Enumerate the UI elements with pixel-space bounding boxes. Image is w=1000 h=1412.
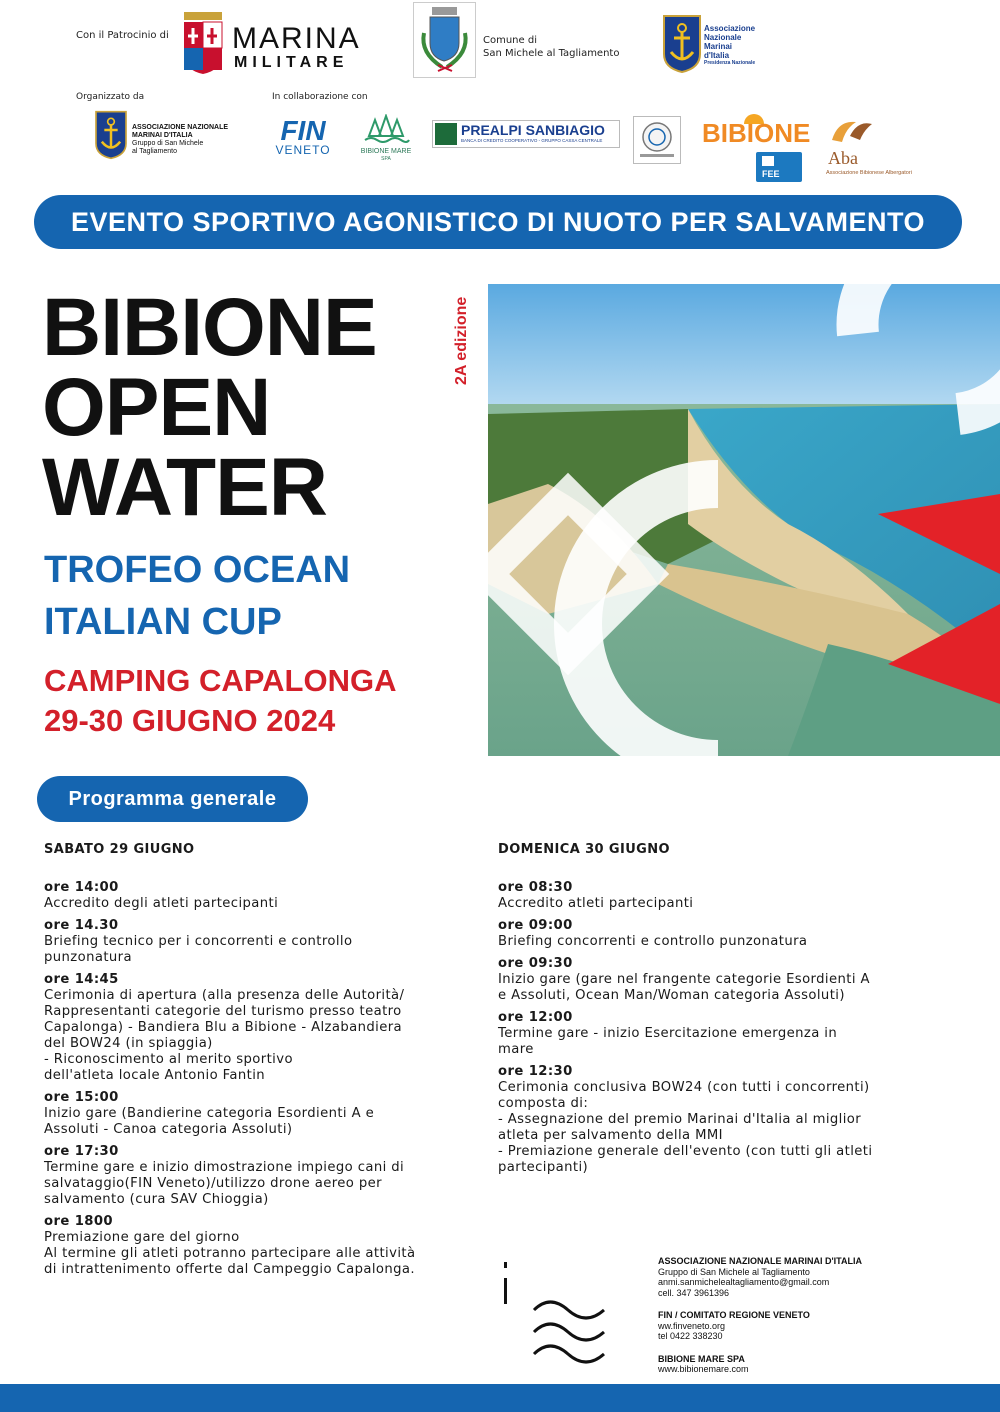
comune-line2: San Michele al Tagliamento: [483, 48, 620, 59]
schedule-item: [44, 1214, 484, 1278]
anmi-org-text: [132, 124, 228, 156]
item-desc: Briefing tecnico per i concorrenti e controllo punzonatura: [44, 934, 353, 965]
sunday-column: [498, 842, 938, 1182]
anmi-organizer-logo: [94, 110, 234, 162]
item-time: ore 09:00: [498, 918, 573, 933]
item-time: ore 09:30: [498, 956, 573, 971]
anmi-top-line2: Nazionale: [704, 33, 742, 42]
contacts: [658, 1256, 988, 1387]
contact-anmi-email[interactable]: anmi.sanmichelealtagliamento@gmail.com: [658, 1277, 830, 1287]
prealpi-line2: BANCA DI CREDITO COOPERATIVO - GRUPPO CASSA CENTRALE: [461, 138, 603, 143]
prealpi-line1: PREALPI SANBIAGIO: [461, 122, 605, 138]
item-time: ore 14:45: [44, 972, 119, 987]
aba-leaf-icon: [828, 116, 874, 146]
bibione-mare-line2: SPA: [381, 156, 391, 162]
schedule-item: [498, 1010, 938, 1058]
programma-pill: Programma generale: [37, 776, 308, 822]
camping-line2: 29-30 GIUGNO 2024: [44, 703, 336, 738]
anmi-top-line1: Associazione: [704, 24, 756, 33]
bibione-logo: [702, 112, 811, 184]
contact-anmi-name: ASSOCIAZIONE NAZIONALE MARINAI D'ITALIA: [658, 1256, 862, 1266]
collaborazione-label: In collaborazione con: [272, 92, 368, 102]
comune-line1: Comune di: [483, 35, 537, 46]
contact-bibione-name: BIBIONE MARE SPA: [658, 1353, 745, 1364]
schedule-item: [44, 1090, 484, 1138]
item-time: ore 14:00: [44, 880, 119, 895]
edition-label: [436, 285, 476, 395]
contact-fin-web[interactable]: ww.finveneto.org: [658, 1320, 726, 1331]
event-banner: EVENTO SPORTIVO AGONISTICO DI NUOTO PER SALVAMENTO: [34, 195, 962, 249]
item-desc: Inizio gare (Bandierine categoria Esordienti A e Assoluti - Canoa categoria Assoluti): [44, 1106, 375, 1137]
schedule-item: [498, 956, 938, 1004]
anmi-org-line1: ASSOCIAZIONE NAZIONALE: [132, 124, 229, 131]
schedule-item: [498, 1064, 938, 1176]
anchor-crest-icon: [662, 14, 702, 74]
trees-icon: [361, 114, 411, 144]
anmi-presidenza-logo: [662, 14, 762, 76]
fee-text: FEE: [762, 169, 780, 179]
anmi-org-line2: MARINAI D'ITALIA: [132, 132, 193, 139]
prealpi-logo: [432, 120, 620, 148]
aerial-photo: [488, 284, 1000, 756]
marina-line1: MARINA: [232, 22, 361, 55]
trofeo-line2: ITALIAN CUP: [44, 601, 282, 643]
item-desc: Accredito atleti partecipanti: [498, 896, 694, 911]
item-desc: Inizio gare (gare nel frangente categorie Esordienti A e Assoluti, Ocean Man/Woman categoria Assoluti): [498, 972, 870, 1003]
item-desc: Termine gare e inizio dimostrazione impiego cani di salvataggio(FIN Veneto)/utilizzo drone aereo per salvamento (cura SAV Chioggia): [44, 1160, 405, 1207]
anmi-top-text: [704, 24, 755, 67]
item-time: ore 17:30: [44, 1144, 119, 1159]
title-line2: OPEN: [42, 362, 271, 453]
aerial-beach-image: [488, 284, 1000, 756]
comune-text: [483, 34, 619, 60]
item-desc: Cerimonia conclusiva BOW24 (con tutti i concorrenti) composta di: - Assegnazione del premio Marinai d'Italia al miglior atleta per salvamento della MMI - Premiazione generale dell'evento (con tutti gli atleti partecipanti): [498, 1080, 873, 1175]
anchor-crest-icon: [94, 110, 128, 160]
schedule-item: [498, 918, 938, 950]
bibione-mare-line1: BIBIONE MARE: [360, 148, 412, 155]
schedule-item: [44, 972, 484, 1084]
item-time: ore 12:30: [498, 1064, 573, 1079]
item-desc: Briefing concorrenti e controllo punzonatura: [498, 934, 808, 949]
schedule-item: [498, 880, 938, 912]
contact-bibione-web[interactable]: www.bibionemare.com: [658, 1364, 749, 1374]
info-wave-logo: [498, 1256, 624, 1368]
item-time: ore 14.30: [44, 918, 119, 933]
organizzato-label: Organizzato da: [76, 92, 145, 102]
marina-militare-logo: [180, 10, 360, 78]
marina-line2: MILITARE: [234, 54, 349, 71]
fin-line2: VENETO: [275, 143, 331, 157]
patrocinio-label: Con il Patrocinio di: [76, 30, 169, 41]
edition-text: 2A edizione: [453, 296, 470, 385]
item-time: ore 12:00: [498, 1010, 573, 1025]
seal-icon: [634, 117, 680, 163]
item-desc: Premiazione gare del giorno Al termine gli atleti potranno partecipare alle attività di intrattenimento offerte dal Campeggio Capalonga.: [44, 1230, 416, 1277]
seal-logo: [633, 116, 681, 164]
schedule-item: [44, 1144, 484, 1208]
bottom-bar: [0, 1384, 1000, 1412]
contact-anmi-line2: Gruppo di San Michele al Tagliamento: [658, 1266, 810, 1277]
contact-fin-name: FIN / COMITATO REGIONE VENETO: [658, 1310, 810, 1320]
anmi-org-line4: al Tagliamento: [132, 148, 178, 155]
aba-name: Aba: [828, 148, 858, 168]
prealpi-mark-icon: [435, 123, 457, 145]
item-desc: Cerimonia di apertura (alla presenza delle Autorità/ Rappresentanti categorie del turismo presso teatro Capalonga) - Bandiera Blu a Bibione - Alzabandiera del BOW24 (in spiaggia) - Riconoscimento al merito sportivo dell'atleta locale Antonio Fantin: [44, 988, 405, 1083]
anmi-org-line3: Gruppo di San Michele: [132, 140, 204, 147]
bibione-text: BIBIONE: [702, 118, 811, 148]
title-line1: BIBIONE: [42, 282, 377, 373]
sunday-day: DOMENICA 30 GIUGNO: [498, 842, 670, 857]
fin-line1: FIN: [280, 115, 326, 146]
schedule-item: [44, 880, 484, 912]
saturday-column: [44, 842, 484, 1284]
schedule-item: [44, 918, 484, 966]
anmi-top-line5: Presidenza Nazionale: [704, 60, 756, 66]
marina-crest-icon: [180, 10, 226, 76]
item-time: ore 1800: [44, 1214, 114, 1229]
comune-crest-icon: [414, 3, 475, 77]
edition-svg: [436, 285, 476, 395]
item-time: ore 15:00: [44, 1090, 119, 1105]
contact-anmi: [658, 1256, 988, 1298]
anmi-top-line3: Marinai: [704, 42, 733, 51]
item-desc: Accredito degli atleti partecipanti: [44, 896, 279, 911]
contact-anmi-phone: cell. 347 3961396: [658, 1287, 730, 1298]
camping-line1: CAMPING CAPALONGA: [44, 663, 397, 698]
bibione-mare-logo: [356, 114, 416, 166]
contact-bibione: [658, 1354, 988, 1375]
title-line3: WATER: [42, 442, 328, 533]
saturday-day: SABATO 29 GIUGNO: [44, 842, 195, 857]
item-desc: Termine gare - inizio Esercitazione emergenza in mare: [498, 1026, 838, 1057]
info-wave-icon: [498, 1256, 624, 1368]
aba-logo: [826, 116, 936, 180]
item-time: ore 08:30: [498, 880, 573, 895]
fin-veneto-logo: [270, 115, 336, 158]
contact-fin: [658, 1310, 988, 1342]
anmi-top-line4: d'Italia: [704, 51, 730, 60]
aba-sub: Associazione Bibionese Albergatori: [826, 170, 912, 176]
blue-flag-badge: [756, 152, 802, 182]
comune-crest: [413, 2, 476, 78]
contact-fin-phone: tel 0422 338230: [658, 1331, 723, 1341]
flag-icon: [760, 154, 776, 170]
trofeo-line1: TROFEO OCEAN: [44, 549, 351, 591]
